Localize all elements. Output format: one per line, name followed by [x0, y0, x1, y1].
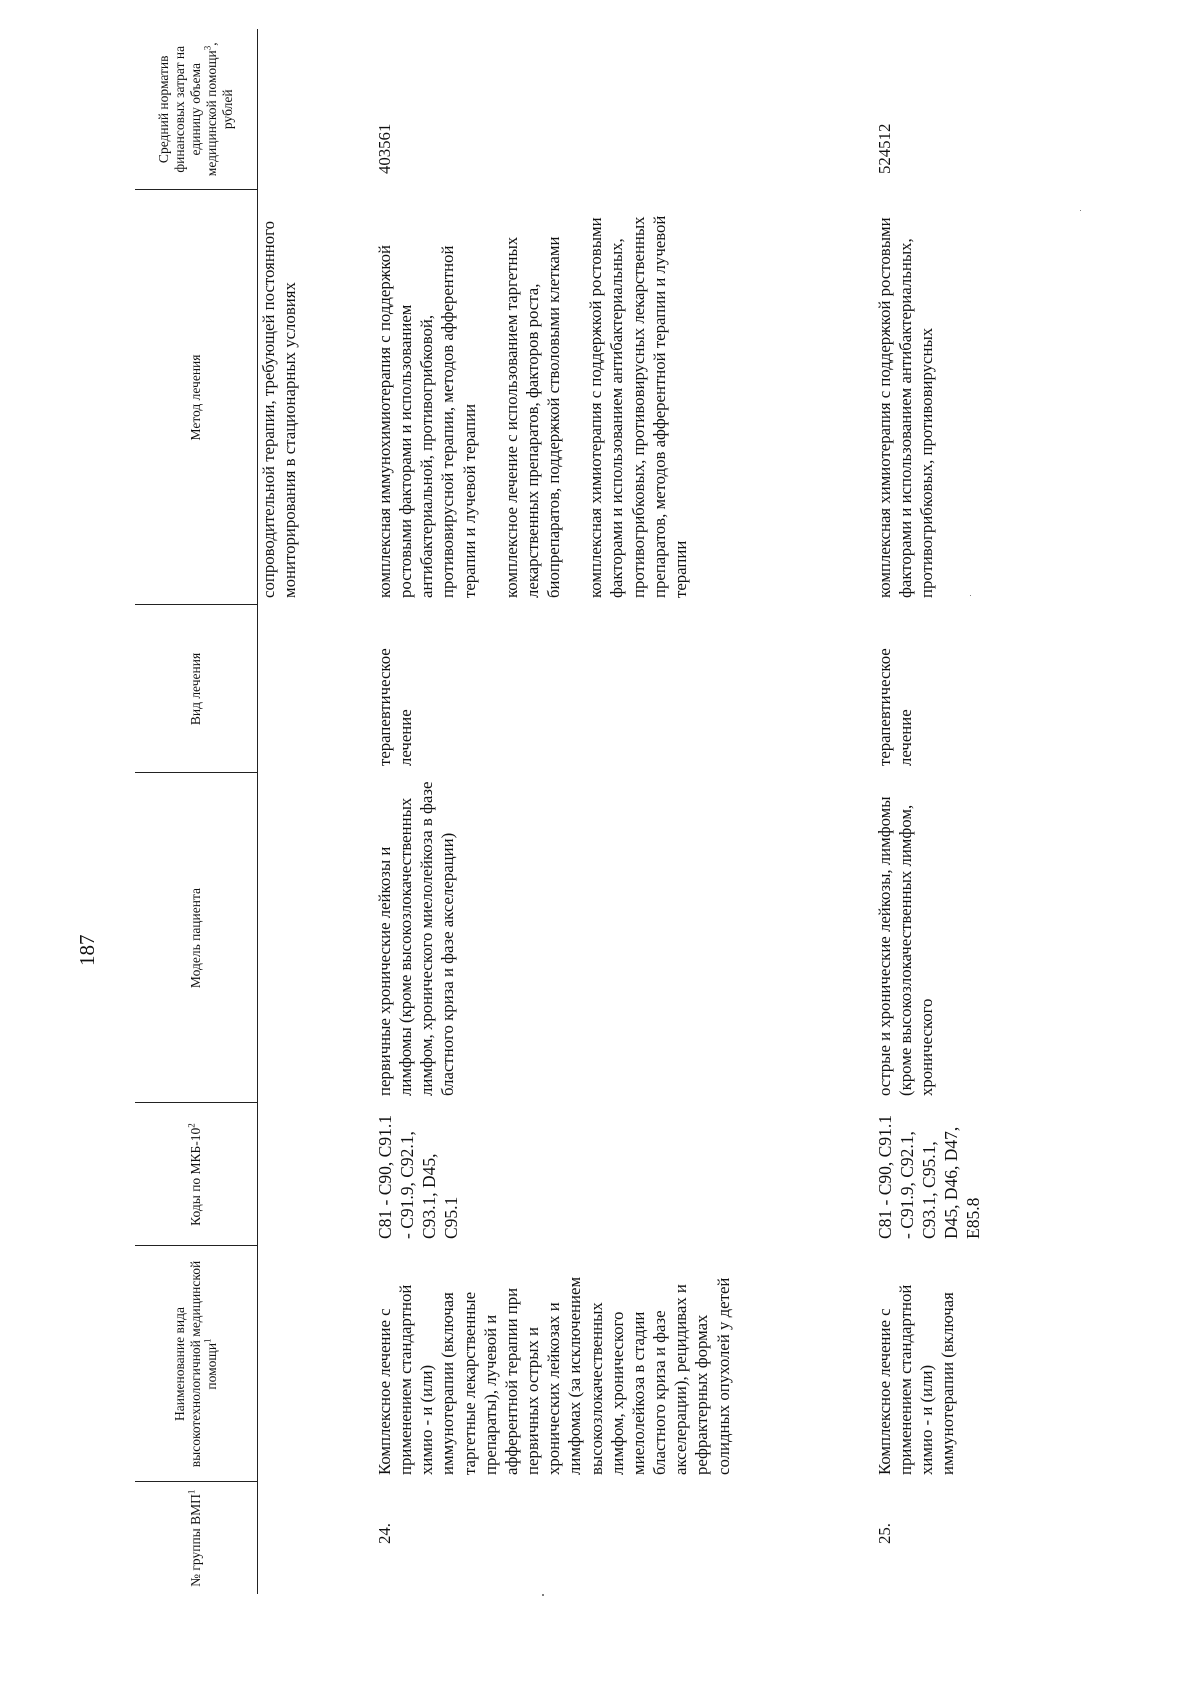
cell-model: первичные хронические лейкозы и лимфомы (кроме высокозлокачественных лимфом, хронического миелолейкоза в фазе бластного криза и фазе акселерации): [375, 781, 458, 1096]
header-group-no: № группы ВМП$^1$: [135, 1482, 258, 1594]
cell-method: [374, 190, 874, 605]
method-item: комплексная иммунохимиотерапия с поддержкой ростовыми факторами и использованием антибактериальной, противогрибковой, противовирусной терапии, методов афферентной терапии и лучевой терапии: [375, 244, 479, 598]
scan-speck: [542, 1594, 544, 1596]
cell-model: острые и хронические лейкозы, лимфомы (кроме высокозлокачественных лимфом, хронического: [875, 796, 937, 1096]
cell-cost: 403561: [375, 123, 394, 174]
header-codes: Коды по МКБ-$10^2$: [135, 1103, 258, 1246]
cell-group-no: 24.: [375, 1523, 394, 1544]
cell-method: сопроводительной терапии, требующей постоянного мониторирования в стационарных условиях: [259, 220, 300, 598]
cell-cost: [258, 29, 375, 190]
cell-codes: C81 - C90, C91.1 - C91.9, C92.1, C93.1, D45, C95.1: [375, 1115, 462, 1239]
cell-codes: C81 - C90, C91.1 - C91.9, C92.1, C93.1, C95.1, D45, D46, D47, E85.8: [875, 1115, 984, 1239]
table-header: [135, 29, 258, 1594]
header-type: Вид лечения: [135, 605, 258, 773]
header-name: Наименование вида высокотехнологичной медицинской помощи$^1$: [135, 1246, 258, 1482]
cell-type: терапевтическое лечение: [875, 648, 916, 766]
header-method: Метод лечения: [135, 190, 258, 605]
cell-type: терапевтическое лечение: [375, 648, 416, 766]
header-model: Модель пациента: [135, 773, 258, 1103]
table-row-continuation: [258, 29, 375, 1594]
method-item: комплексная химиотерапия с поддержкой ростовыми факторами и использованием антибактериальных, противогрибковых, противовирусных лекарственных препаратов, методов афферентной терапии и лучевой терапии: [586, 215, 690, 598]
cell-name: Комплексное лечение с применением стандартной химио - и (или) иммунотерапии (включая: [875, 1284, 958, 1475]
method-item: комплексная химиотерапия с поддержкой ростовыми факторами и использованием антибактериальных, противогрибковых, противовирусных: [875, 217, 937, 598]
page-number: 187: [75, 934, 99, 966]
scan-speck: [1080, 210, 1081, 211]
cell-type: [258, 605, 375, 773]
vmp-table: [135, 29, 984, 1594]
method-item: комплексное лечение с использованием таргетных лекарственных препаратов, факторов роста, биопрепаратов, поддержкой стволовыми клетками: [501, 236, 564, 598]
table-row: [874, 29, 984, 1594]
cell-codes: [258, 1103, 375, 1246]
scan-speck: [970, 595, 971, 596]
cell-group-no: 25.: [875, 1523, 894, 1544]
header-cost: Средний норматив финансовых затрат на единицу объема медицинской помощи$^3$, рублей: [135, 29, 258, 190]
cell-name: Комплексное лечение с применением стандартной химио - и (или) иммунотерапии (включая таргетные лекарственные препараты), лучевой и афферентной терапии при первичных острых и хронических лейкозах и лимфомах (за исключением высокозлокачественных лимфом, хронического миелолейкоза в стадии бластного криза и фазе акселерации), рецидивах и рефрактерных формах солидных опухолей у детей: [375, 1276, 733, 1475]
cell-model: [258, 773, 375, 1103]
cell-cost: 524512: [875, 123, 894, 174]
cell-method: [874, 190, 984, 605]
cell-name: [258, 1246, 375, 1482]
table-row: [374, 29, 874, 1594]
cell-group-no: [258, 1482, 375, 1594]
